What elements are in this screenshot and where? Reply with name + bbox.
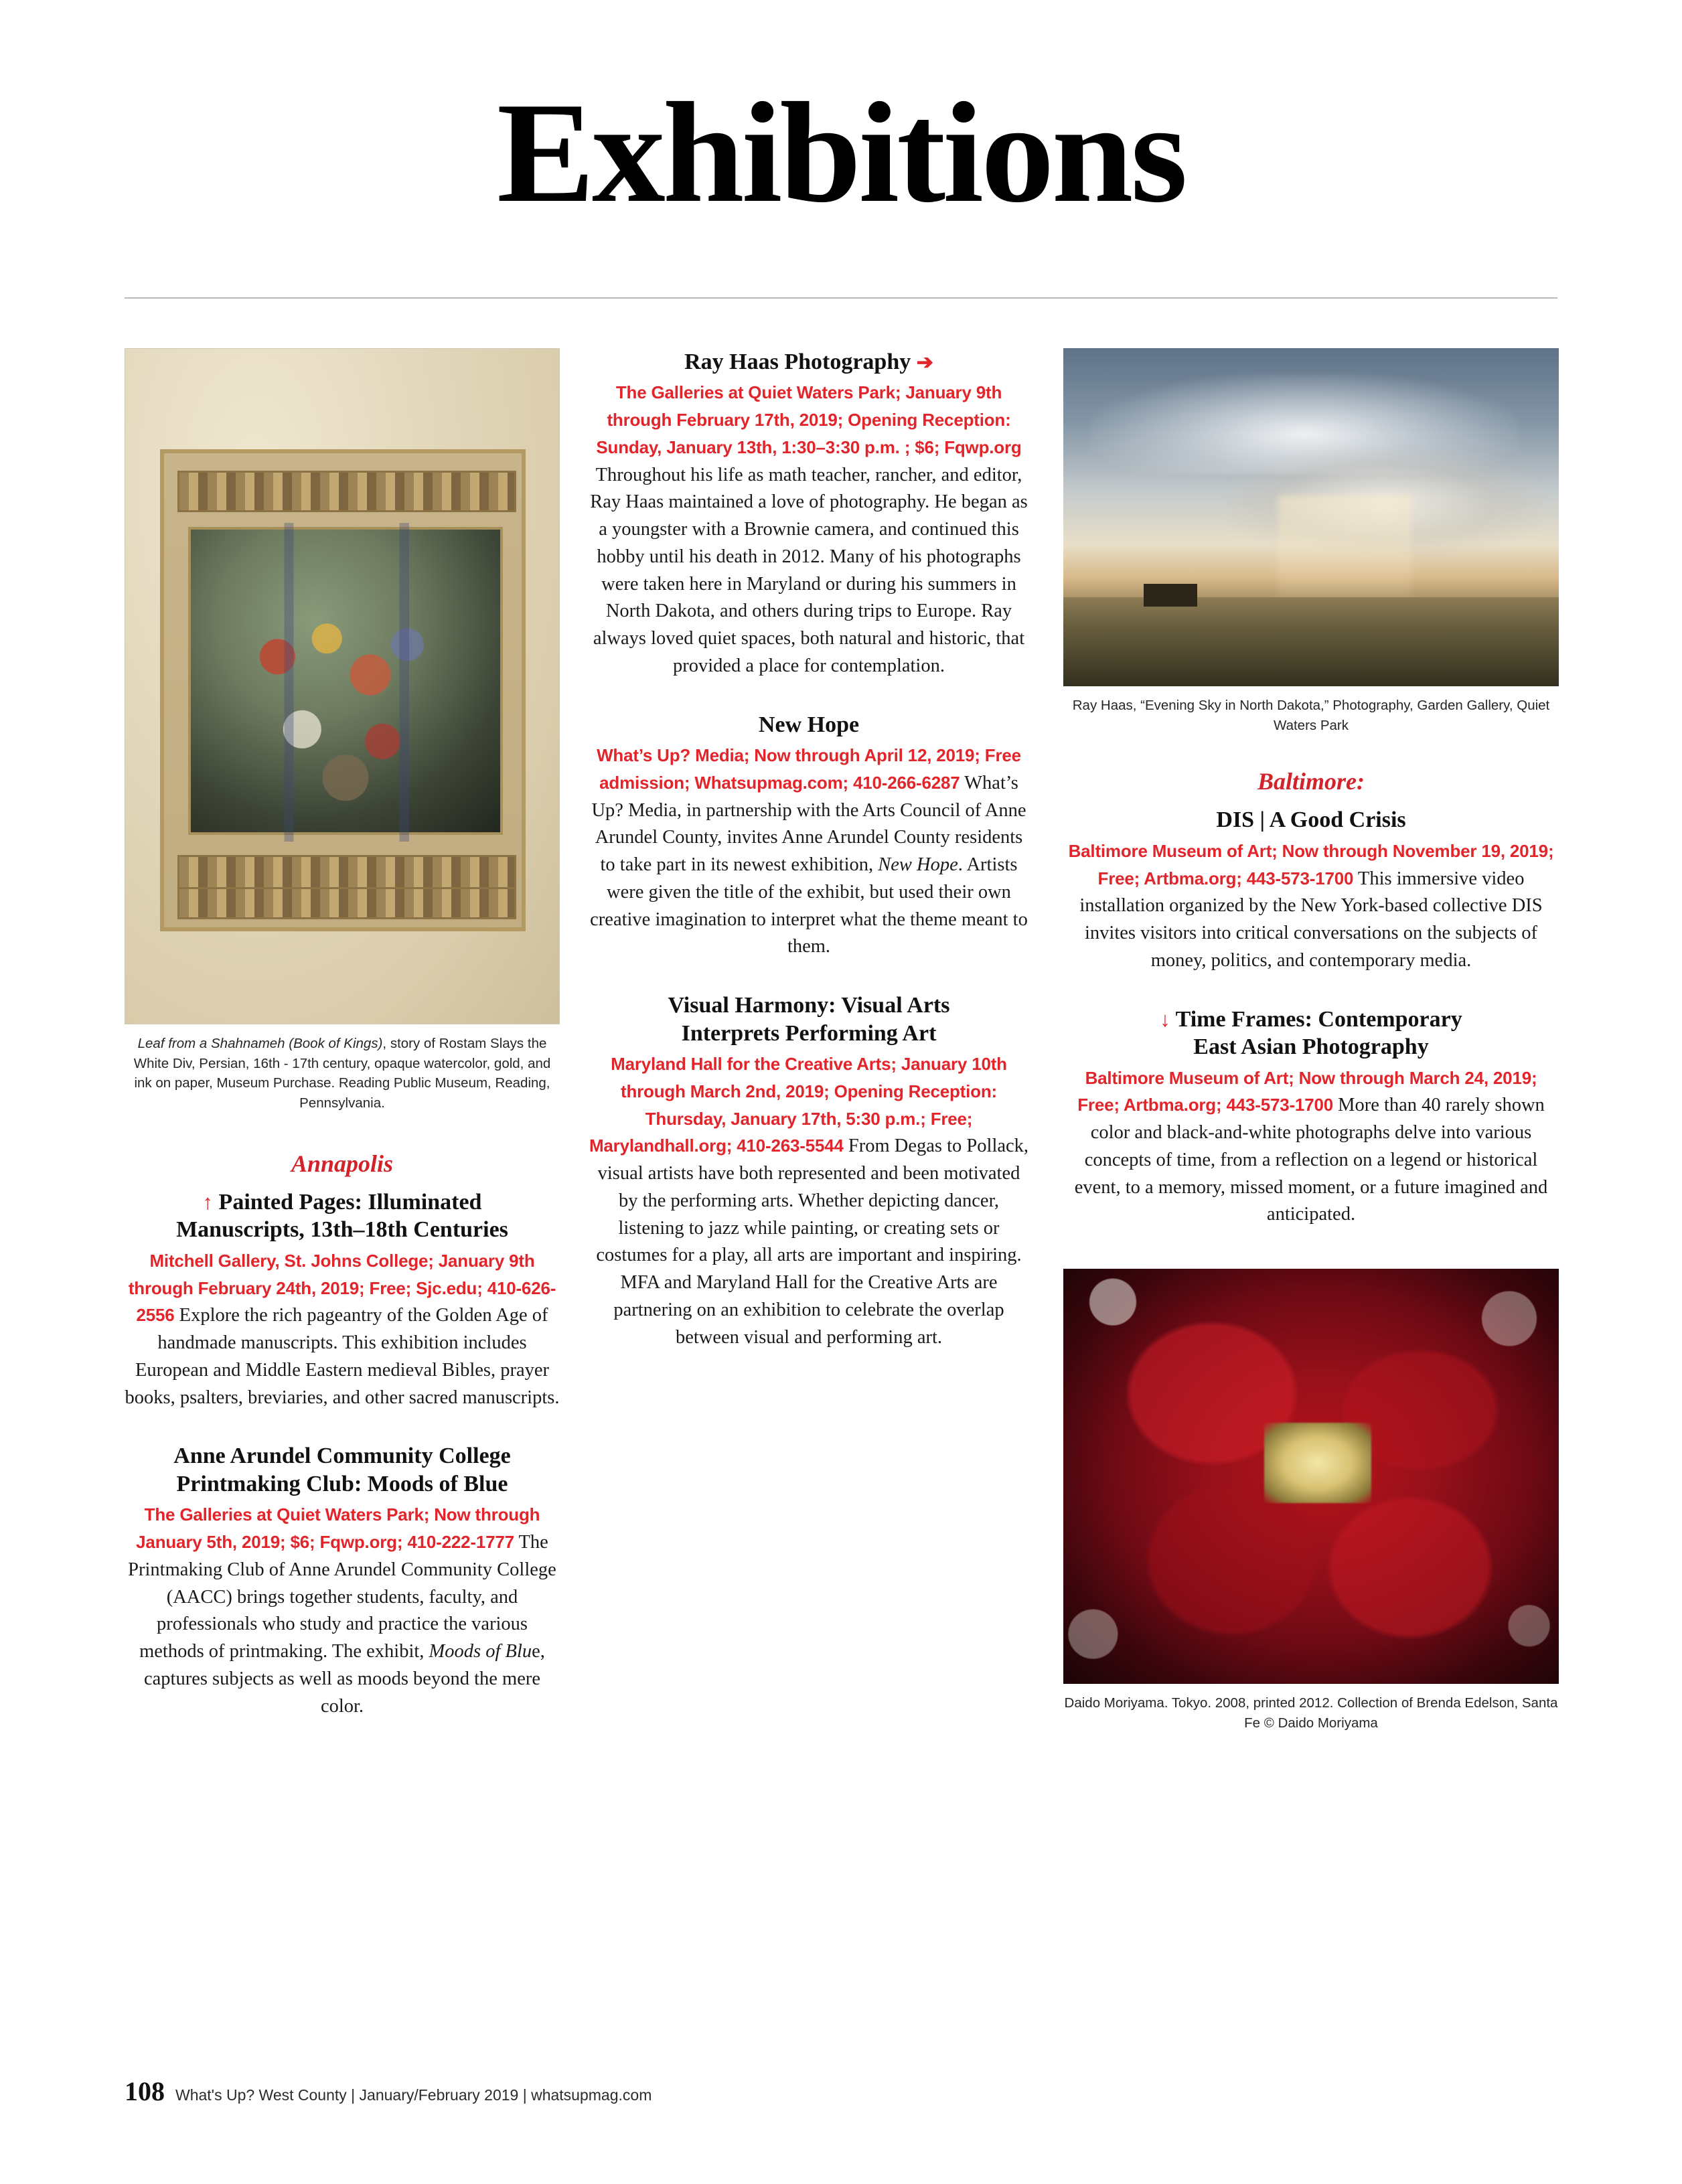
entry-text bbox=[588, 1051, 1030, 1351]
entry-title-line-1: Time Frames: Contemporary bbox=[1175, 1006, 1462, 1032]
header-divider bbox=[125, 297, 1557, 299]
entry-title-text: Ray Haas Photography bbox=[684, 349, 911, 374]
entry-meta: The Galleries at Quiet Waters Park; Now through January 5th, 2019; $6; Fqwp.org; 410-222-1777 bbox=[136, 1504, 540, 1552]
section-heading-annapolis: Annapolis bbox=[291, 1150, 394, 1177]
footer-issue-info: What's Up? West County | January/February 2019 | whatsupmag.com bbox=[175, 2086, 652, 2104]
entry-painted-pages bbox=[125, 1188, 560, 1411]
entry-text bbox=[125, 1502, 560, 1720]
entry-dis-good-crisis bbox=[1063, 806, 1559, 974]
entry-aacc-printmaking bbox=[125, 1442, 560, 1720]
entry-meta: Mitchell Gallery, St. Johns College; January 9th through February 24th, 2019; Free; Sjc.edu; 410-626-2556 bbox=[128, 1250, 556, 1326]
red-flower-photo bbox=[1063, 1269, 1559, 1684]
evening-sky-photo bbox=[1063, 348, 1559, 686]
entry-body: Throughout his life as math teacher, rancher, and editor, Ray Haas maintained a love of photography. He began as a youngster with a Brownie camera, and continued this hobby until his death in 2012. Many of his photographs were taken here in Maryland or during his summers in North Dakota, and others during trips to Europe. Ray always loved quiet spaces, both natural and historic, that provided a place for contemplation. bbox=[590, 464, 1028, 676]
entry-body-part-1: The Printmaking Club of Anne Arundel Community College (AACC) brings together students, faculty, and professionals who study and practice the various methods of printmaking. The exhibit, bbox=[128, 1532, 556, 1662]
entry-body-part-2: . Artists were given the title of the exhibit, but used their own creative imagination to interpret what the theme meant to them. bbox=[590, 854, 1028, 957]
manuscript-scene bbox=[188, 527, 503, 835]
entry-text bbox=[125, 1248, 560, 1412]
entry-body-italic: Moods of Blu bbox=[429, 1641, 532, 1662]
entry-title: New Hope bbox=[758, 712, 860, 737]
column-right bbox=[1063, 348, 1559, 1733]
column-center bbox=[588, 348, 1030, 1382]
arrow-right-icon: ➔ bbox=[916, 352, 933, 374]
entry-title-line-1: Anne Arundel Community College bbox=[173, 1444, 511, 1469]
entry-title-line-2: East Asian Photography bbox=[1193, 1034, 1429, 1060]
red-flower-caption: Daido Moriyama. Tokyo. 2008, printed 2012. Collection of Brenda Edelson, Santa Fe © Daido Moriyama bbox=[1064, 1695, 1558, 1731]
section-heading-baltimore: Baltimore: bbox=[1257, 768, 1365, 795]
entry-text bbox=[1063, 838, 1559, 975]
manuscript-ornament-band-top bbox=[177, 471, 516, 512]
entry-title-line-2: Printmaking Club: Moods of Blue bbox=[176, 1471, 508, 1496]
entry-body: Explore the rich pageantry of the Golden Age of handmade manuscripts. This exhibition includes European and Middle Eastern medieval Bibles, prayer books, psalters, breviaries, and other sacred manuscripts. bbox=[125, 1305, 560, 1408]
entry-title bbox=[125, 1188, 560, 1244]
manuscript-caption-detail: , story of Rostam Slays the White Div, Persian, 16th - 17th century, opaque watercolor, gold, and ink on paper, Museum Purchase. Reading Public Museum, Reading, Pennsylvania. bbox=[133, 1036, 551, 1111]
entry-title-line-1: Painted Pages: Illuminated bbox=[218, 1189, 482, 1215]
entry-visual-harmony bbox=[588, 992, 1030, 1351]
entry-body: This immersive video installation organized by the New York-based collective DIS invites visitors into critical conversations on the subjects of money, politics, and contemporary media. bbox=[1079, 868, 1543, 971]
manuscript-caption-title: Leaf from a Shahnameh (Book of Kings) bbox=[137, 1036, 383, 1051]
entry-new-hope bbox=[588, 711, 1030, 961]
page-footer bbox=[125, 2076, 652, 2107]
page-number: 108 bbox=[125, 2076, 165, 2106]
entry-title bbox=[125, 1442, 560, 1498]
entry-text bbox=[588, 380, 1030, 680]
prairie-horizon bbox=[1063, 597, 1559, 686]
evening-sky-caption: Ray Haas, “Evening Sky in North Dakota,” Photography, Garden Gallery, Quiet Waters Park bbox=[1072, 698, 1550, 733]
manuscript-caption bbox=[125, 1034, 560, 1113]
entry-title: DIS | A Good Crisis bbox=[1216, 807, 1406, 833]
entry-body-part-2: e, captures subjects as well as moods beyond the mere color. bbox=[143, 1641, 545, 1717]
arrow-down-icon: ↓ bbox=[1160, 1007, 1170, 1031]
manuscript-figures bbox=[191, 530, 500, 832]
manuscript-image bbox=[125, 348, 560, 1024]
entry-meta: What’s Up? Media; Now through April 12, 2019; Free admission; Whatsupmag.com; 410-266-6287 bbox=[597, 745, 1021, 793]
entry-time-frames bbox=[1063, 1006, 1559, 1229]
flower-stamens bbox=[1264, 1423, 1371, 1503]
manuscript-ornament-band-bottom bbox=[177, 887, 516, 919]
column-left bbox=[125, 348, 560, 1751]
entry-meta: Baltimore Museum of Art; Now through March 24, 2019; Free; Artbma.org; 443-573-1700 bbox=[1077, 1067, 1537, 1115]
entry-title bbox=[588, 992, 1030, 1047]
entry-title-line-2: Interprets Performing Art bbox=[681, 1020, 937, 1046]
entry-text bbox=[588, 743, 1030, 961]
barn-silhouette bbox=[1144, 584, 1197, 607]
entry-title-line-1: Visual Harmony: Visual Arts bbox=[668, 993, 950, 1018]
entry-body-italic: New Hope bbox=[878, 854, 958, 876]
entry-body: From Degas to Pollack, visual artists have both represented and been motivated by the performing arts. Whether depicting dancer, listening to jazz while painting, or creating sets or costumes for a play, all arts are important and inspiring. MFA and Maryland Hall for the Creative Arts are partnering on an exhibition to celebrate the overlap between visual and performing art. bbox=[596, 1136, 1029, 1348]
masthead-title: Exhibitions bbox=[497, 72, 1185, 232]
entry-meta: Baltimore Museum of Art; Now through November 19, 2019; Free; Artbma.org; 443-573-1700 bbox=[1068, 840, 1554, 888]
arrow-up-icon: ↑ bbox=[202, 1190, 214, 1214]
manuscript-inner-border bbox=[160, 449, 526, 931]
entry-title bbox=[588, 348, 1030, 376]
entry-ray-haas bbox=[588, 348, 1030, 680]
entry-text bbox=[1063, 1065, 1559, 1229]
entry-meta: The Galleries at Quiet Waters Park; January 9th through February 17th, 2019; Opening Reception: Sunday, January 13th, 1:30–3:30 p.m. ; $6; Fqwp.org bbox=[596, 382, 1022, 457]
entry-meta: Maryland Hall for the Creative Arts; January 10th through March 2nd, 2019; Opening Reception: Thursday, January 17th, 5:30 p.m.; Free; Marylandhall.org; 410-263-5544 bbox=[589, 1054, 1007, 1156]
entry-body: More than 40 rarely shown color and black-and-white photographs delve into various concepts of time, from a reflection on a legend or historical event, to a memory, missed moment, or a future imagined and anticipated. bbox=[1074, 1095, 1548, 1225]
entry-body-part-1: What’s Up? Media, in partnership with the Arts Council of Anne Arundel County, invites Anne Arundel County residents to take part in its newest exhibition, bbox=[591, 772, 1026, 876]
entry-title bbox=[1063, 1006, 1559, 1061]
page-title bbox=[0, 72, 1682, 232]
entry-title-line-2: Manuscripts, 13th–18th Centuries bbox=[176, 1217, 508, 1243]
